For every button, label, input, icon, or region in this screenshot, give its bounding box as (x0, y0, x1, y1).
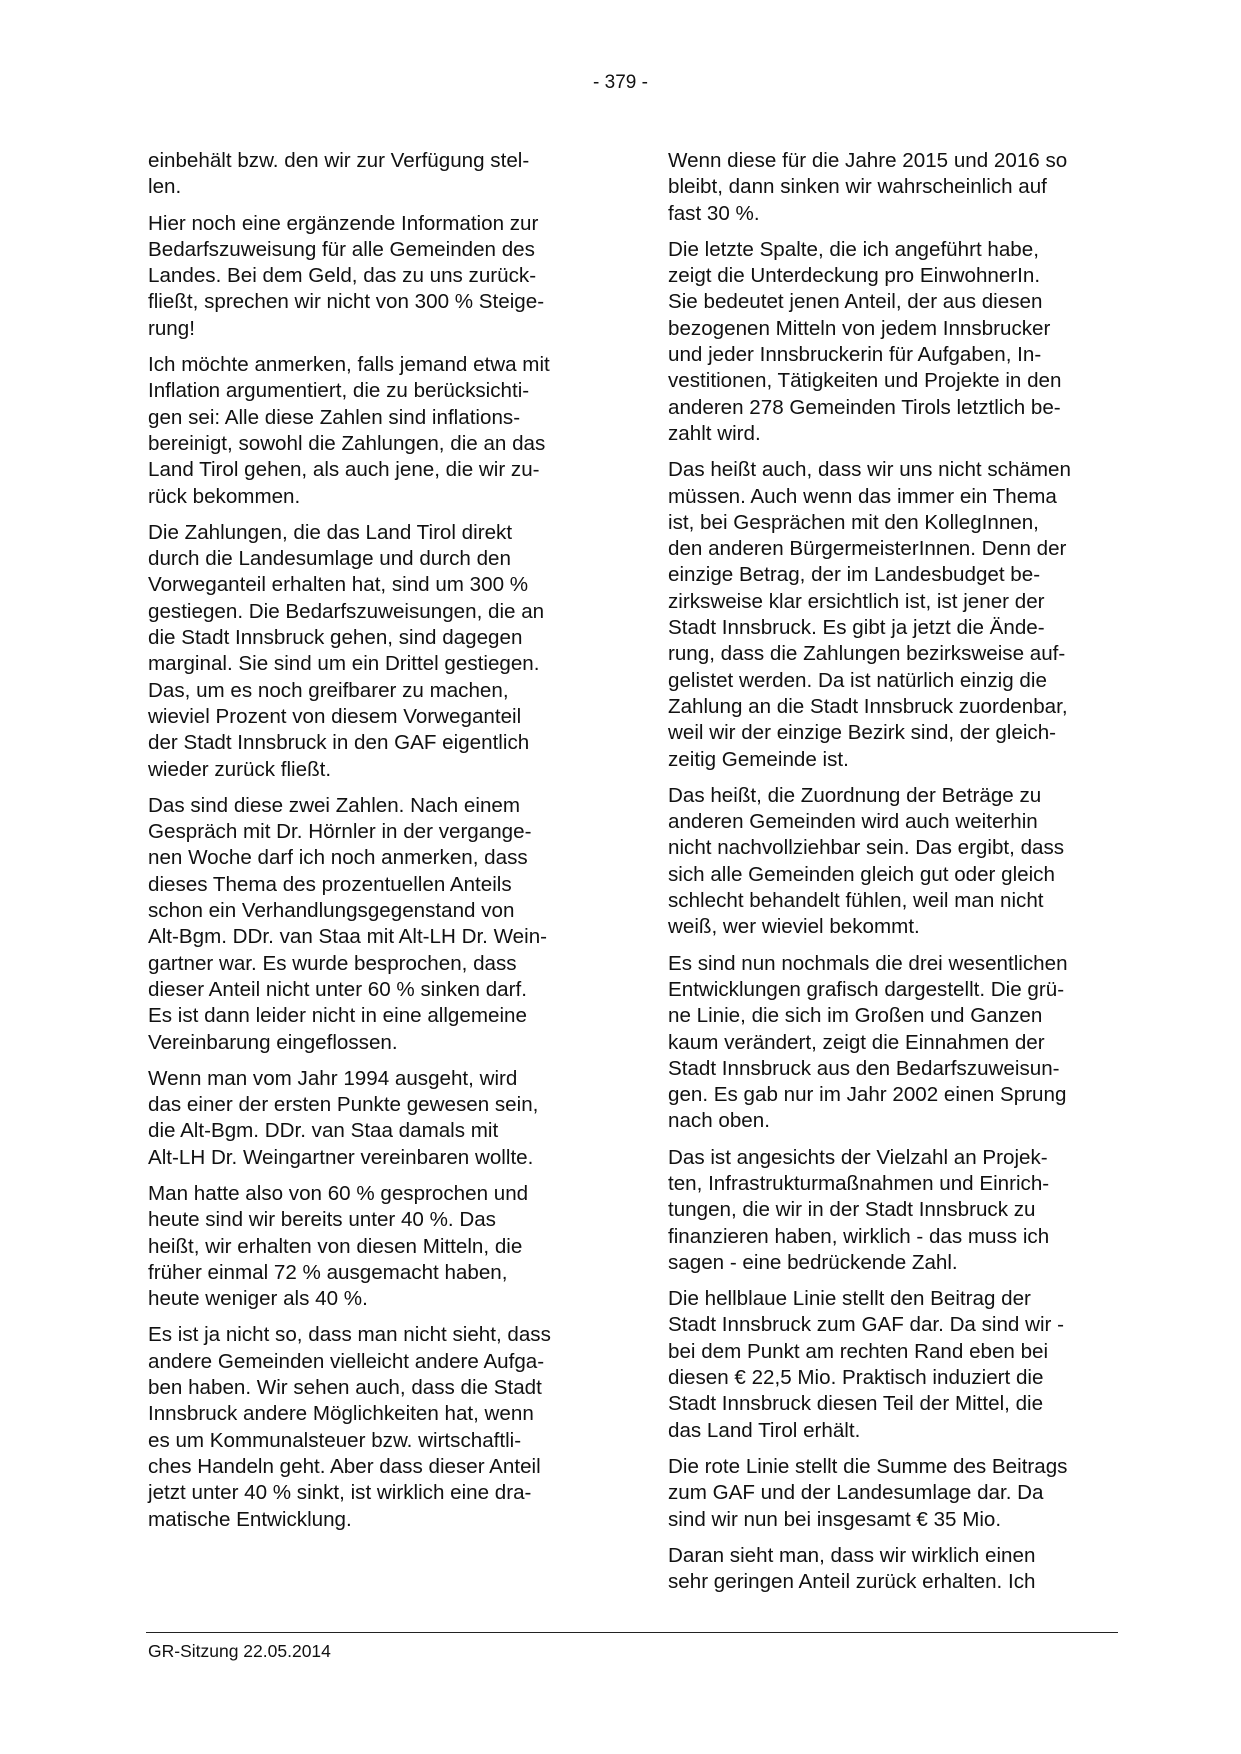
paragraph: Das heißt auch, dass wir uns nicht schämen müssen. Auch wenn das immer ein Thema ist, bei Gesprächen mit den KollegInnen, den anderen BürgermeisterInnen. Denn der einzige Betrag, der im Landesbudget be- zirksweise klar ersichtlich ist, ist jener der Stadt Innsbruck. Es gibt ja jetzt die Ände- rung, dass die Zahlungen bezirksweise auf- gelistet werden. Da ist natürlich einzig die Zahlung an die Stadt Innsbruck zuordenbar, weil wir der einzige Bezirk sind, der gleich- zeitig Gemeinde ist. (668, 458, 1071, 771)
paragraph: Daran sieht man, dass wir wirklich einen sehr geringen Anteil zurück erhalten. Ich (668, 1543, 1036, 1594)
paragraph: einbehält bzw. den wir zur Verfügung stel- len. (148, 149, 530, 199)
right-column (668, 148, 1128, 1605)
paragraph: Hier noch eine ergänzende Information zur Bedarfszuweisung für alle Gemeinden des Landes. Bei dem Geld, das zu uns zurück- fließt, sprechen wir nicht von 300 % Steige- rung! (148, 211, 545, 340)
paragraph: Die Zahlungen, die das Land Tirol direkt durch die Landesumlage und durch den Vorweganteil erhalten hat, sind um 300 % gestiegen. Die Bedarfszuweisungen, die an die Stadt Innsbruck gehen, sind dagegen marginal. Sie sind um ein Drittel gestiegen. Das, um es noch greifbarer zu machen, wieviel Prozent von diesem Vorweganteil der Stadt Innsbruck in den GAF eigentlich wieder zurück fließt. (148, 520, 545, 781)
paragraph: Die rote Linie stellt die Summe des Beitrags zum GAF und der Landesumlage dar. Da sind wir nun bei insgesamt € 35 Mio. (668, 1454, 1068, 1531)
paragraph: Es sind nun nochmals die drei wesentlichen Entwicklungen grafisch dargestellt. Die grü- ne Linie, die sich im Großen und Ganzen kaum verändert, zeigt die Einnahmen der Stadt Innsbruck aus den Bedarfszuweisun- gen. Es gab nur im Jahr 2002 einen Sprung nach oben. (668, 951, 1068, 1133)
paragraph: Wenn man vom Jahr 1994 ausgeht, wird das einer der ersten Punkte gewesen sein, die Alt-Bgm. DDr. van Staa damals mit Alt-LH Dr. Weingartner vereinbaren wollte. (148, 1066, 539, 1169)
left-column (148, 148, 600, 1543)
footer-divider (146, 1632, 1118, 1633)
page-number: - 379 - (593, 72, 648, 93)
paragraph: Man hatte also von 60 % gesprochen und heute sind wir bereits unter 40 %. Das heißt, wir erhalten von diesen Mitteln, die früher einmal 72 % ausgemacht haben, heute weniger als 40 %. (148, 1181, 529, 1311)
footer-session-date: GR-Sitzung 22.05.2014 (148, 1641, 331, 1661)
paragraph: Das heißt, die Zuordnung der Beträge zu anderen Gemeinden wird auch weiterhin nicht nachvollziehbar sein. Das ergibt, dass sich alle Gemeinden gleich gut oder gleich schlecht behandelt fühlen, weil man nicht weiß, wer wieviel bekommt. (668, 783, 1065, 939)
paragraph: Es ist ja nicht so, dass man nicht sieht, dass andere Gemeinden vielleicht andere Aufga- ben haben. Wir sehen auch, dass die Stadt Innsbruck andere Möglichkeiten hat, wenn es um Kommunalsteuer bzw. wirtschaftli- ches Handeln geht. Aber dass dieser Anteil jetzt unter 40 % sinkt, ist wirklich eine dra- matische Entwicklung. (148, 1323, 551, 1531)
paragraph: Ich möchte anmerken, falls jemand etwa mit Inflation argumentiert, die zu berücksichti- gen sei: Alle diese Zahlen sind inflations- bereinigt, sowohl die Zahlungen, die an das Land Tirol gehen, als auch jene, die wir zu- rück bekommen. (148, 353, 550, 508)
paragraph: Wenn diese für die Jahre 2015 und 2016 so bleibt, dann sinken wir wahrscheinlich auf fast 30 %. (668, 149, 1068, 225)
paragraph: Das ist angesichts der Vielzahl an Projek- ten, Infrastrukturmaßnahmen und Einrich- tungen, die wir in der Stadt Innsbruck zu finanzieren haben, wirklich - das muss ich sagen - eine bedrückende Zahl. (668, 1145, 1050, 1274)
paragraph: Das sind diese zwei Zahlen. Nach einem Gespräch mit Dr. Hörnler in der vergange- nen Woche darf ich noch anmerken, dass dieses Thema des prozentuellen Anteils schon ein Verhandlungsgegenstand von Alt-Bgm. DDr. van Staa mit Alt-LH Dr. Wein- gartner war. Es wurde besprochen, dass dieser Anteil nicht unter 60 % sinken darf. Es ist dann leider nicht in eine allgemeine Vereinbarung eingeflossen. (148, 793, 548, 1054)
paragraph: Die hellblaue Linie stellt den Beitrag der Stadt Innsbruck zum GAF dar. Da sind wir - bei dem Punkt am rechten Rand eben bei diesen € 22,5 Mio. Praktisch induziert die Stadt Innsbruck diesen Teil der Mittel, die das Land Tirol erhält. (668, 1287, 1064, 1442)
paragraph: Die letzte Spalte, die ich angeführt habe, zeigt die Unterdeckung pro EinwohnerIn. Sie bedeutet jenen Anteil, der aus diesen bezogenen Mitteln von jedem Innsbrucker und jeder Innsbruckerin für Aufgaben, In- vestitionen, Tätigkeiten und Projekte in den anderen 278 Gemeinden Tirols letztlich be- zahlt wird. (668, 237, 1062, 445)
